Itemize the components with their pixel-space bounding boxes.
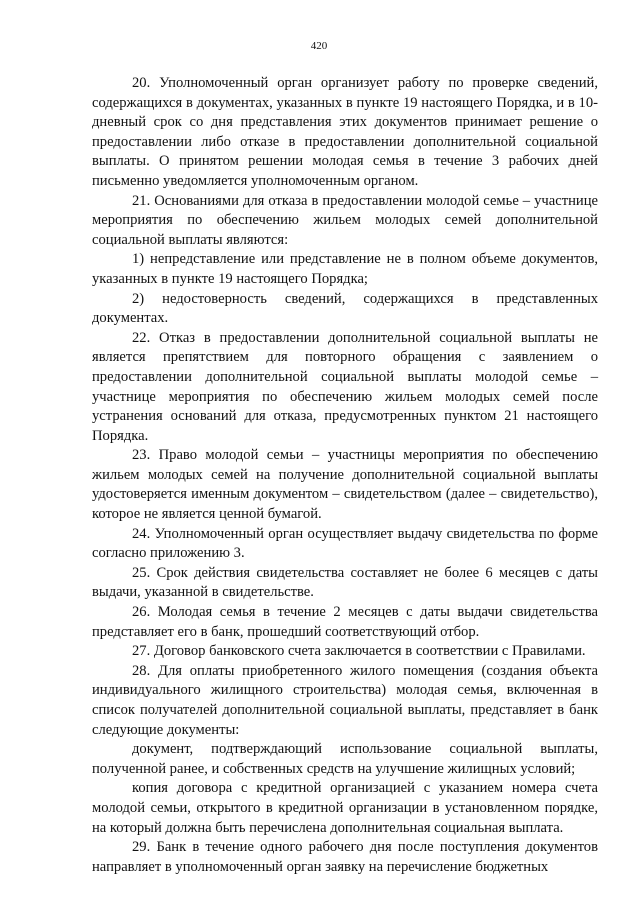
document-body (92, 74, 598, 877)
paragraph-21: 21. Основаниями для отказа в предоставлении молодой семье – участнице мероприятия по обеспечению жильем молодых семей дополнительной социальной выплаты являются: (92, 192, 598, 248)
page-number: 420 (310, 40, 328, 52)
paragraph-26: 26. Молодая семья в течение 2 месяцев с даты выдачи свидетельства представляет его в банк, прошедший соответствующий отбор. (92, 604, 598, 640)
paragraph-28: 28. Для оплаты приобретенного жилого помещения (создания объекта индивидуального жилищного строительства) молодая семья, включенная в список получателей дополнительной социальной выплаты, представляет в банк следующие документы: (92, 662, 598, 738)
paragraph-28-doc-1: документ, подтверждающий использование социальной выплаты, полученной ранее, и собственных средств на улучшение жилищных условий; (92, 741, 598, 777)
paragraph-21-item-2: 2) недостоверность сведений, содержащихся в представленных документах. (92, 290, 598, 327)
paragraph-25: 25. Срок действия свидетельства составляет не более 6 месяцев с даты выдачи, указанной в свидетельстве. (92, 564, 598, 601)
paragraph-24: 24. Уполномоченный орган осуществляет выдачу свидетельства по форме согласно приложению 3. (92, 525, 598, 562)
paragraph-20: 20. Уполномоченный орган организует работу по проверке сведений, содержащихся в документах, указанных в пункте 19 настоящего Порядка, и в 10-дневный срок со дня представления этих документов принимает решение о предоставлении либо отказе в предоставлении дополнительной социальной выплаты. О принятом решении молодая семья в течение 3 рабочих дней письменно уведомляется уполномоченным органом. (92, 75, 598, 189)
paragraph-21-item-1: 1) непредставление или представление не в полном объеме документов, указанных в пункте 19 настоящего Порядка; (92, 251, 598, 287)
paragraph-27: 27. Договор банковского счета заключается в соответствии с Правилами. (132, 643, 586, 660)
paragraph-28-doc-2: копия договора с кредитной организацией с указанием номера счета молодой семьи, открытого в кредитной организации в установленном порядке, на который должна быть перечислена дополнительная социальная выплата. (92, 780, 598, 836)
paragraph-29: 29. Банк в течение одного рабочего дня после поступления документов направляет в уполномоченный орган заявку на перечисление бюджетных (92, 839, 598, 875)
paragraph-23: 23. Право молодой семьи – участницы мероприятия по обеспечению жильем молодых семей на получение дополнительной социальной выплаты удостоверяется именным документом – свидетельством (далее – свидетельство), которое не является ценной бумагой. (92, 447, 598, 523)
paragraph-22: 22. Отказ в предоставлении дополнительной социальной выплаты не является препятствием для повторного обращения с заявлением о предоставлении дополнительной социальной выплаты молодой семье – участнице мероприятия по обеспечению жильем молодых семей после устранения оснований для отказа, предусмотренных пунктом 21 настоящего Порядка. (92, 329, 598, 444)
